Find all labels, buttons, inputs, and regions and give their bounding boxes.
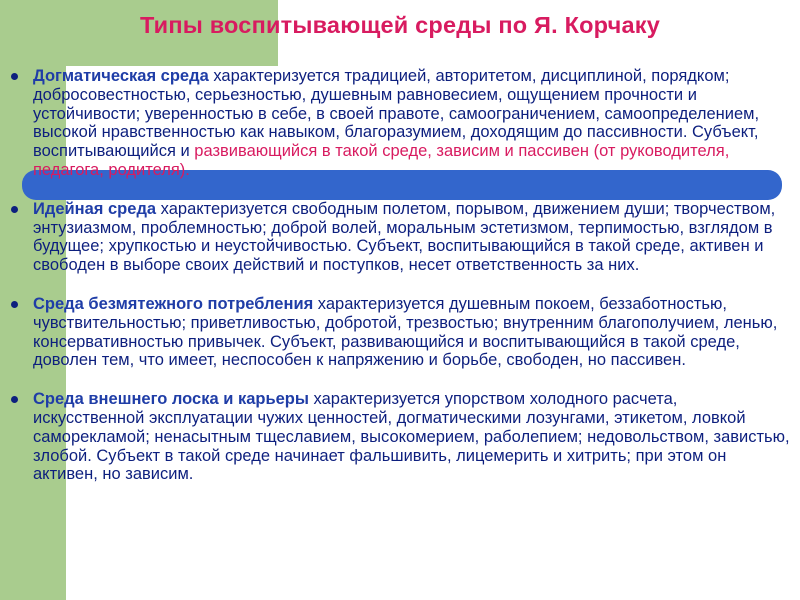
list-item-consumption (11, 295, 790, 370)
list-item-dogmatic (11, 67, 790, 180)
item-term: Догматическая среда (33, 67, 209, 85)
item-text: характеризуется душевным покоем, беззаботностью, чувствительностью; приветливостью, добротой, трезвостью; внутренним благополучием, ленью, консервативностью привычек. Субъект, развивающийся и воспитывающийся в такой среде, доволен тем, что имеет, неспособен к напряжению и борьбе, свободен, но пассивен. (33, 294, 778, 370)
item-text: характеризуется традицией, авторитетом, дисциплиной, порядком; добросовестностью, серьезностью, душевным равновесием, ощущением прочности и устойчивости; уверенностью в себе, в своей правоте, самоограничением, самоопределением, высокой нравственностью как навыком, благоразумием, доходящим до пассивности. Субъект, воспитывающийся и (33, 67, 760, 161)
slide-title: Типы воспитывающей среды по Я. Корчаку (140, 12, 660, 38)
bullet-icon (11, 301, 18, 308)
item-highlight-text: развивающийся в такой среде, зависим и пассивен (от руководителя, педагога, родителя). (33, 142, 730, 179)
item-term: Идейная среда (33, 199, 157, 218)
bullet-list (11, 67, 790, 504)
item-term: Среда безмятежного потребления (33, 294, 314, 313)
item-text: характеризуется свободным полетом, порывом, движением души; творчеством, энтузиазмом, проблемностью; доброй волей, моральным эстетизмом, терпимостью, взглядом в будущее; хрупкостью и неустойчивостью. Субъект, воспитывающийся в такой среде, активен и свободен в выборе своих действий и поступков, несет ответственность за них. (33, 199, 776, 275)
item-term: Среда внешнего лоска и карьеры (33, 390, 309, 409)
item-text: характеризуется упорством холодного расчета, искусственной эксплуатации чужих ценностей, догматическими лозунгами, этикетом, ловкой саморекламой; ненасытным тщеславием, высокомерием, раболепием; недовольством, завистью, злобой. Субъект в такой среде начинает фальшивить, лицемерить и хитрить; при этом он активен, но зависим. (33, 390, 790, 484)
bullet-icon (11, 396, 18, 403)
bullet-icon (11, 206, 18, 213)
list-item-career (11, 390, 790, 484)
bullet-icon (11, 73, 18, 80)
list-item-ideological (11, 200, 790, 275)
